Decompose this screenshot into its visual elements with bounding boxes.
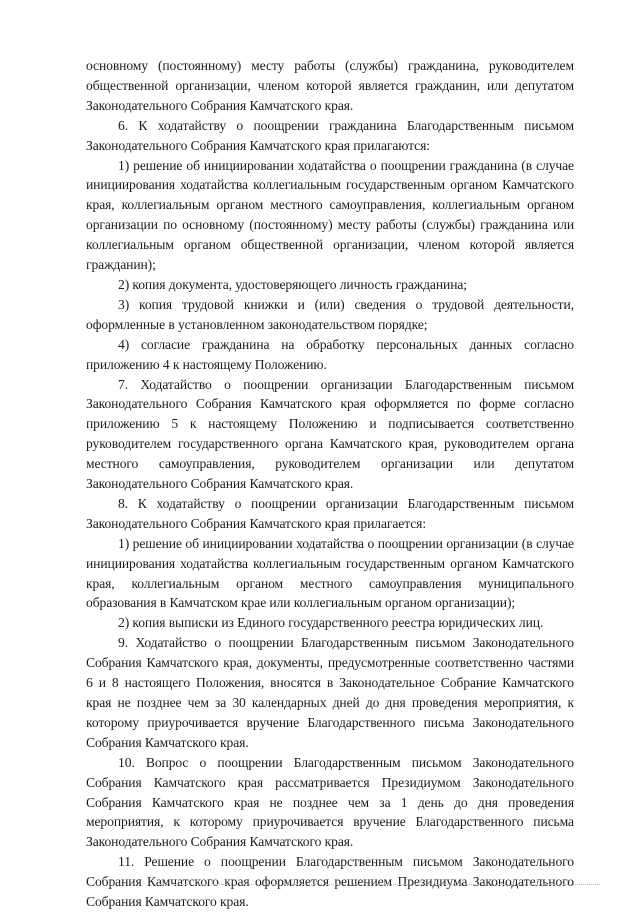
paragraph-item-9: 9. Ходатайство о поощрении Благодарственным письмом Законодательного Собрания Камчатского края, документы, предусмотренные соответственно частями 6 и 8 настоящего Положения, вносятся в Законодательное Собрание Камчатского края не позднее чем за 30 календарных дней до дня проведения мероприятия, к которому приурочивается вручение Благодарственного письма Законодательного Собрания Камчатского края.: [86, 635, 574, 750]
paragraph-item-6-1: 1) решение об инициировании ходатайства о поощрении гражданина (в случае инициирования ходатайства коллегиальным государственным органом Камчатского края, коллегиальным органом местного самоуправления, коллегиальным органом организации по основному (постоянному) месту работы (службы) гражданина или коллегиальным органом общественной организации, членом которой является гражданин);: [86, 157, 574, 273]
paragraph-item-8: 8. К ходатайству о поощрении организации Благодарственным письмом Законодательного Собрания Камчатского края прилагается:: [86, 495, 574, 531]
paragraph-item-11: 11. Решение о поощрении Благодарственным письмом Законодательного Собрания Камчатского края оформляется решением Президиума Законодательного Собрания Камчатского края.: [86, 854, 574, 910]
document-page: [86, 56, 574, 912]
paragraph-item-8-1: 1) решение об инициировании ходатайства о поощрении организации (в случае инициирования ходатайства коллегиальным государственным органом Камчатского края, коллегиальным органом местного самоуправления муниципального образования в Камчатском крае или коллегиальным органом организации);: [86, 535, 574, 611]
paragraph-item-6-2: 2) копия документа, удостоверяющего личность гражданина;: [118, 276, 467, 292]
paragraph-item-6-3: 3) копия трудовой книжки и (или) сведения о трудовой деятельности, оформленные в установленном законодательством порядке;: [86, 296, 574, 332]
paragraph-item-8-2: 2) копия выписки из Единого государственного реестра юридических лиц.: [118, 615, 544, 631]
paragraph-item-6: 6. К ходатайству о поощрении гражданина Благодарственным письмом Законодательного Собрания Камчатского края прилагаются:: [86, 117, 574, 153]
paragraph-continuation: основному (постоянному) месту работы (службы) гражданина, руководителем общественной организации, членом которой является гражданин, или депутатом Законодательного Собрания Камчатского края.: [86, 58, 574, 113]
paragraph-item-6-4: 4) согласие гражданина на обработку персональных данных согласно приложению 4 к настоящему Положению.: [86, 336, 574, 372]
paragraph-item-7: 7. Ходатайство о поощрении организации Благодарственным письмом Законодательного Собрания Камчатского края оформляется по форме согласно приложению 5 к настоящему Положению и подписывается соответственно руководителем государственного органа Камчатского края, руководителем органа местного самоуправления, руководителем организации или депутатом Законодательного Собрания Камчатского края.: [86, 376, 574, 492]
scan-edge-line: [160, 884, 600, 885]
paragraph-item-10: 10. Вопрос о поощрении Благодарственным письмом Законодательного Собрания Камчатского края рассматривается Президиумом Законодательного Собрания Камчатского края не позднее чем за 1 день до дня проведения мероприятия, к которому приурочивается вручение Благодарственного письма Законодательного Собрания Камчатского края.: [86, 754, 574, 850]
